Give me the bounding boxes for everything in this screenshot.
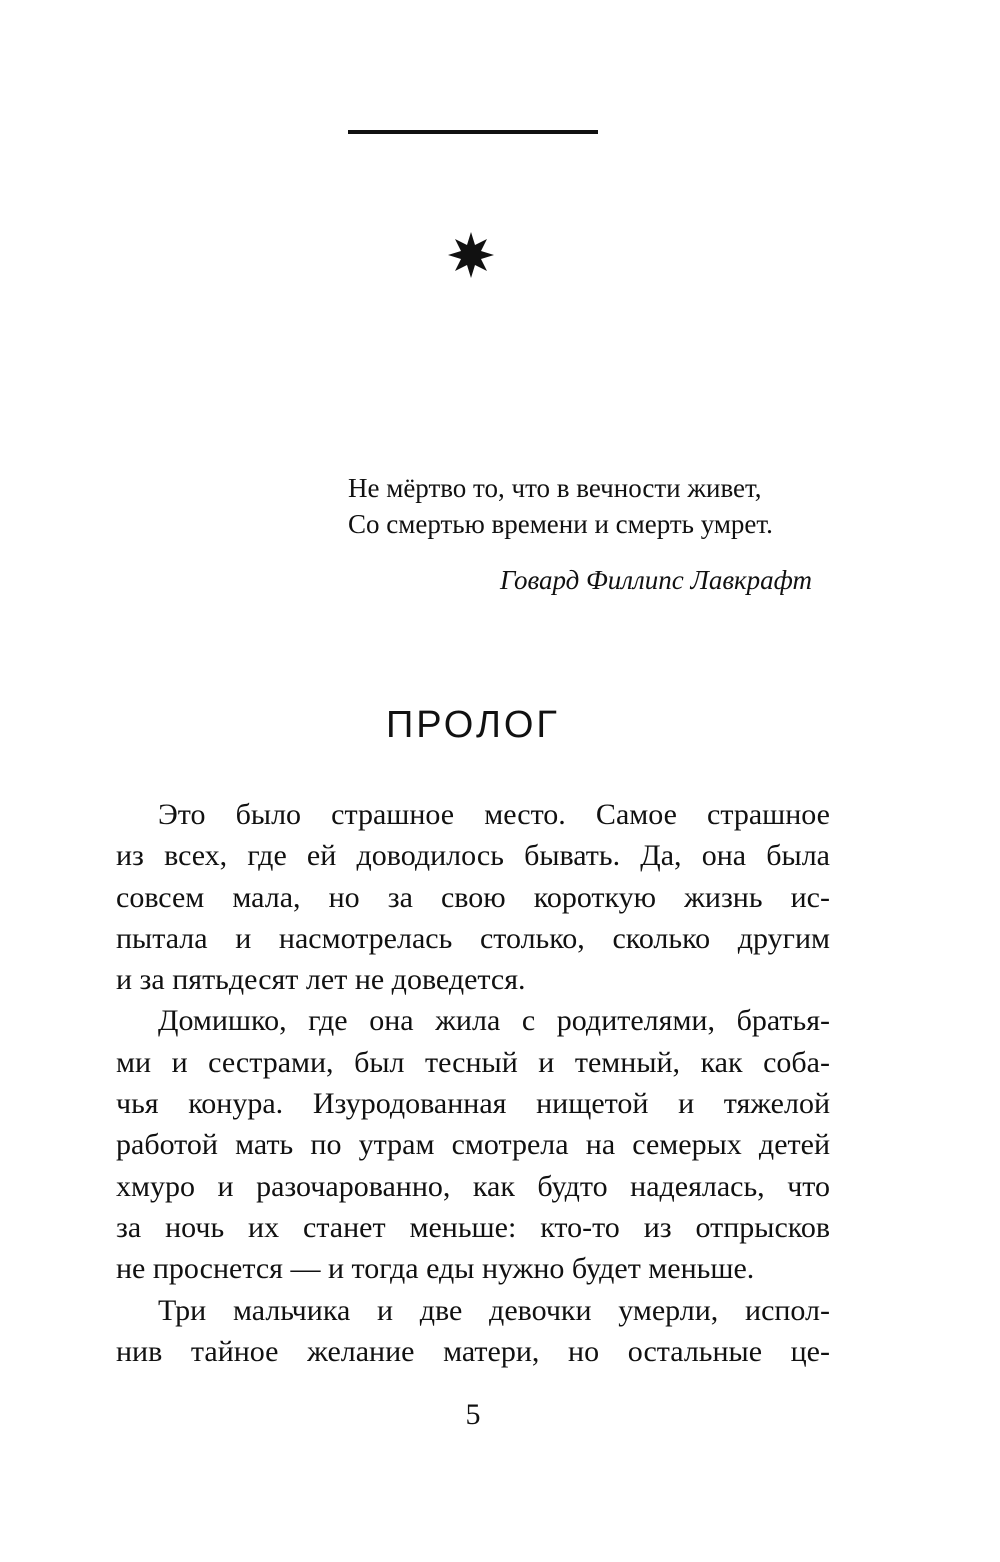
body-line: нив тайное желание матери, но остальные це-: [116, 1334, 830, 1368]
body-line: ми и сестрами, был тесный и темный, как соба-: [116, 1045, 830, 1079]
body-line: Домишко, где она жила с родителями, братья-: [158, 1004, 830, 1038]
eight-point-star-icon: [448, 232, 494, 278]
page-number: 5: [465, 1398, 481, 1431]
chapter-title: ПРОЛОГ: [385, 704, 561, 746]
body-line: чья конура. Изуродованная нищетой и тяжелой: [116, 1087, 830, 1121]
body-line: из всех, где ей доводилось бывать. Да, она была: [116, 839, 830, 873]
epigraph: [348, 470, 868, 595]
epigraph-line-2: Со смертью времени и смерть умрет.: [348, 509, 773, 539]
body-line: пытала и насмотрелась столько, сколько другим: [116, 921, 830, 955]
body-line: Три мальчика и две девочки умерли, испол-: [158, 1293, 830, 1327]
body-line: совсем мала, но за свою короткую жизнь ис-: [116, 880, 830, 914]
body-line: не проснется — и тогда еды нужно будет меньше.: [116, 1252, 755, 1286]
body-line: хмуро и разочарованно, как будто надеялась, что: [116, 1169, 830, 1203]
body-line: за ночь их станет меньше: кто-то из отпрысков: [116, 1210, 830, 1244]
epigraph-author: Говард Филлипс Лавкрафт: [500, 565, 812, 595]
top-rule: [348, 130, 598, 134]
body-text: [116, 794, 830, 1372]
body-line: работой мать по утрам смотрела на семерых детей: [116, 1128, 830, 1162]
epigraph-line-1: Не мёртво то, что в вечности живет,: [348, 473, 762, 503]
body-line: и за пятьдесят лет не доведется.: [116, 963, 526, 997]
body-line: Это было страшное место. Самое страшное: [158, 798, 830, 831]
